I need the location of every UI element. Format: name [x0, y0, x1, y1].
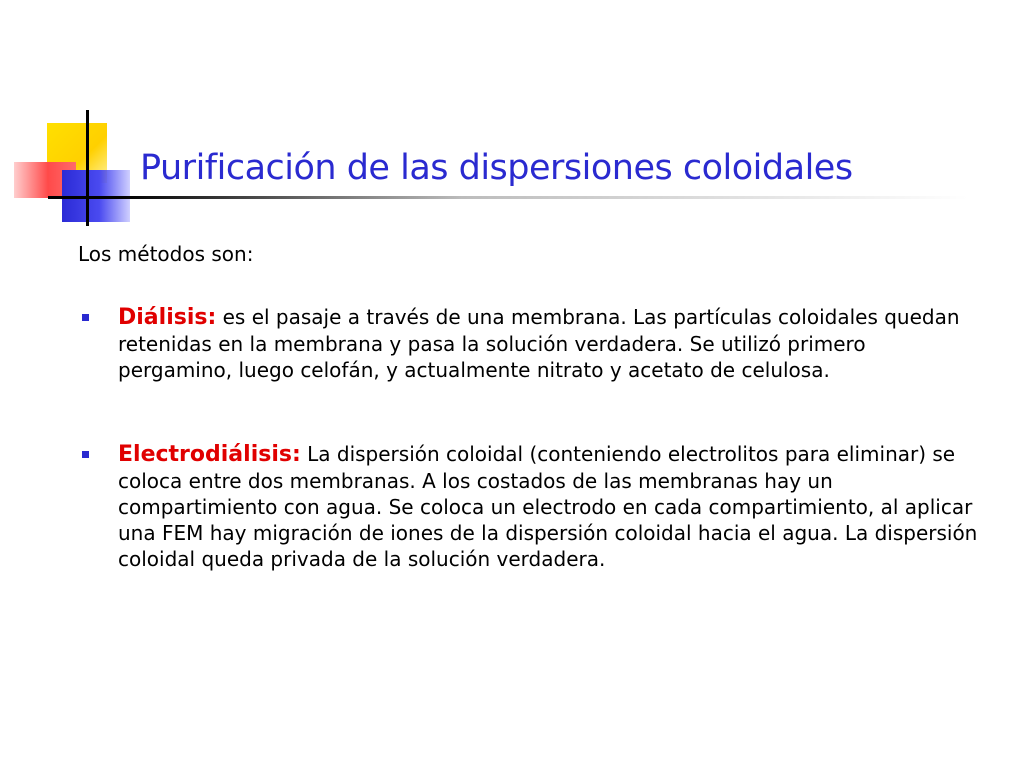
bullet-term: Diálisis:: [118, 305, 217, 330]
bullet-term: Electrodiálisis:: [118, 442, 301, 467]
decorative-vertical-line: [86, 110, 89, 226]
square-bullet-icon: [82, 314, 89, 321]
square-bullet-icon: [82, 451, 89, 458]
intro-text: Los métodos son:: [78, 242, 254, 266]
bullet-body: es el pasaje a través de una membrana. Las partículas coloidales quedan retenidas en la membrana y pasa la solución verdadera. Se utilizó primero pergamino, luego celofán, y actualmente nitrato y acetato de celulosa.: [118, 305, 960, 382]
title-underline: [48, 196, 968, 199]
bullet-body: La dispersión coloidal (conteniendo electrolitos para eliminar) se coloca entre dos membranas. A los costados de las membranas hay un compartimiento con agua. Se coloca un electrodo en cada compartimiento, al aplicar una FEM hay migración de iones de la dispersión coloidal hacia el agua. La dispersión coloidal queda privada de la solución verdadera.: [118, 442, 978, 571]
bullet-text: [118, 441, 978, 572]
slide-title: Purificación de las dispersiones coloidales: [140, 148, 853, 188]
bullet-text: [118, 304, 978, 383]
